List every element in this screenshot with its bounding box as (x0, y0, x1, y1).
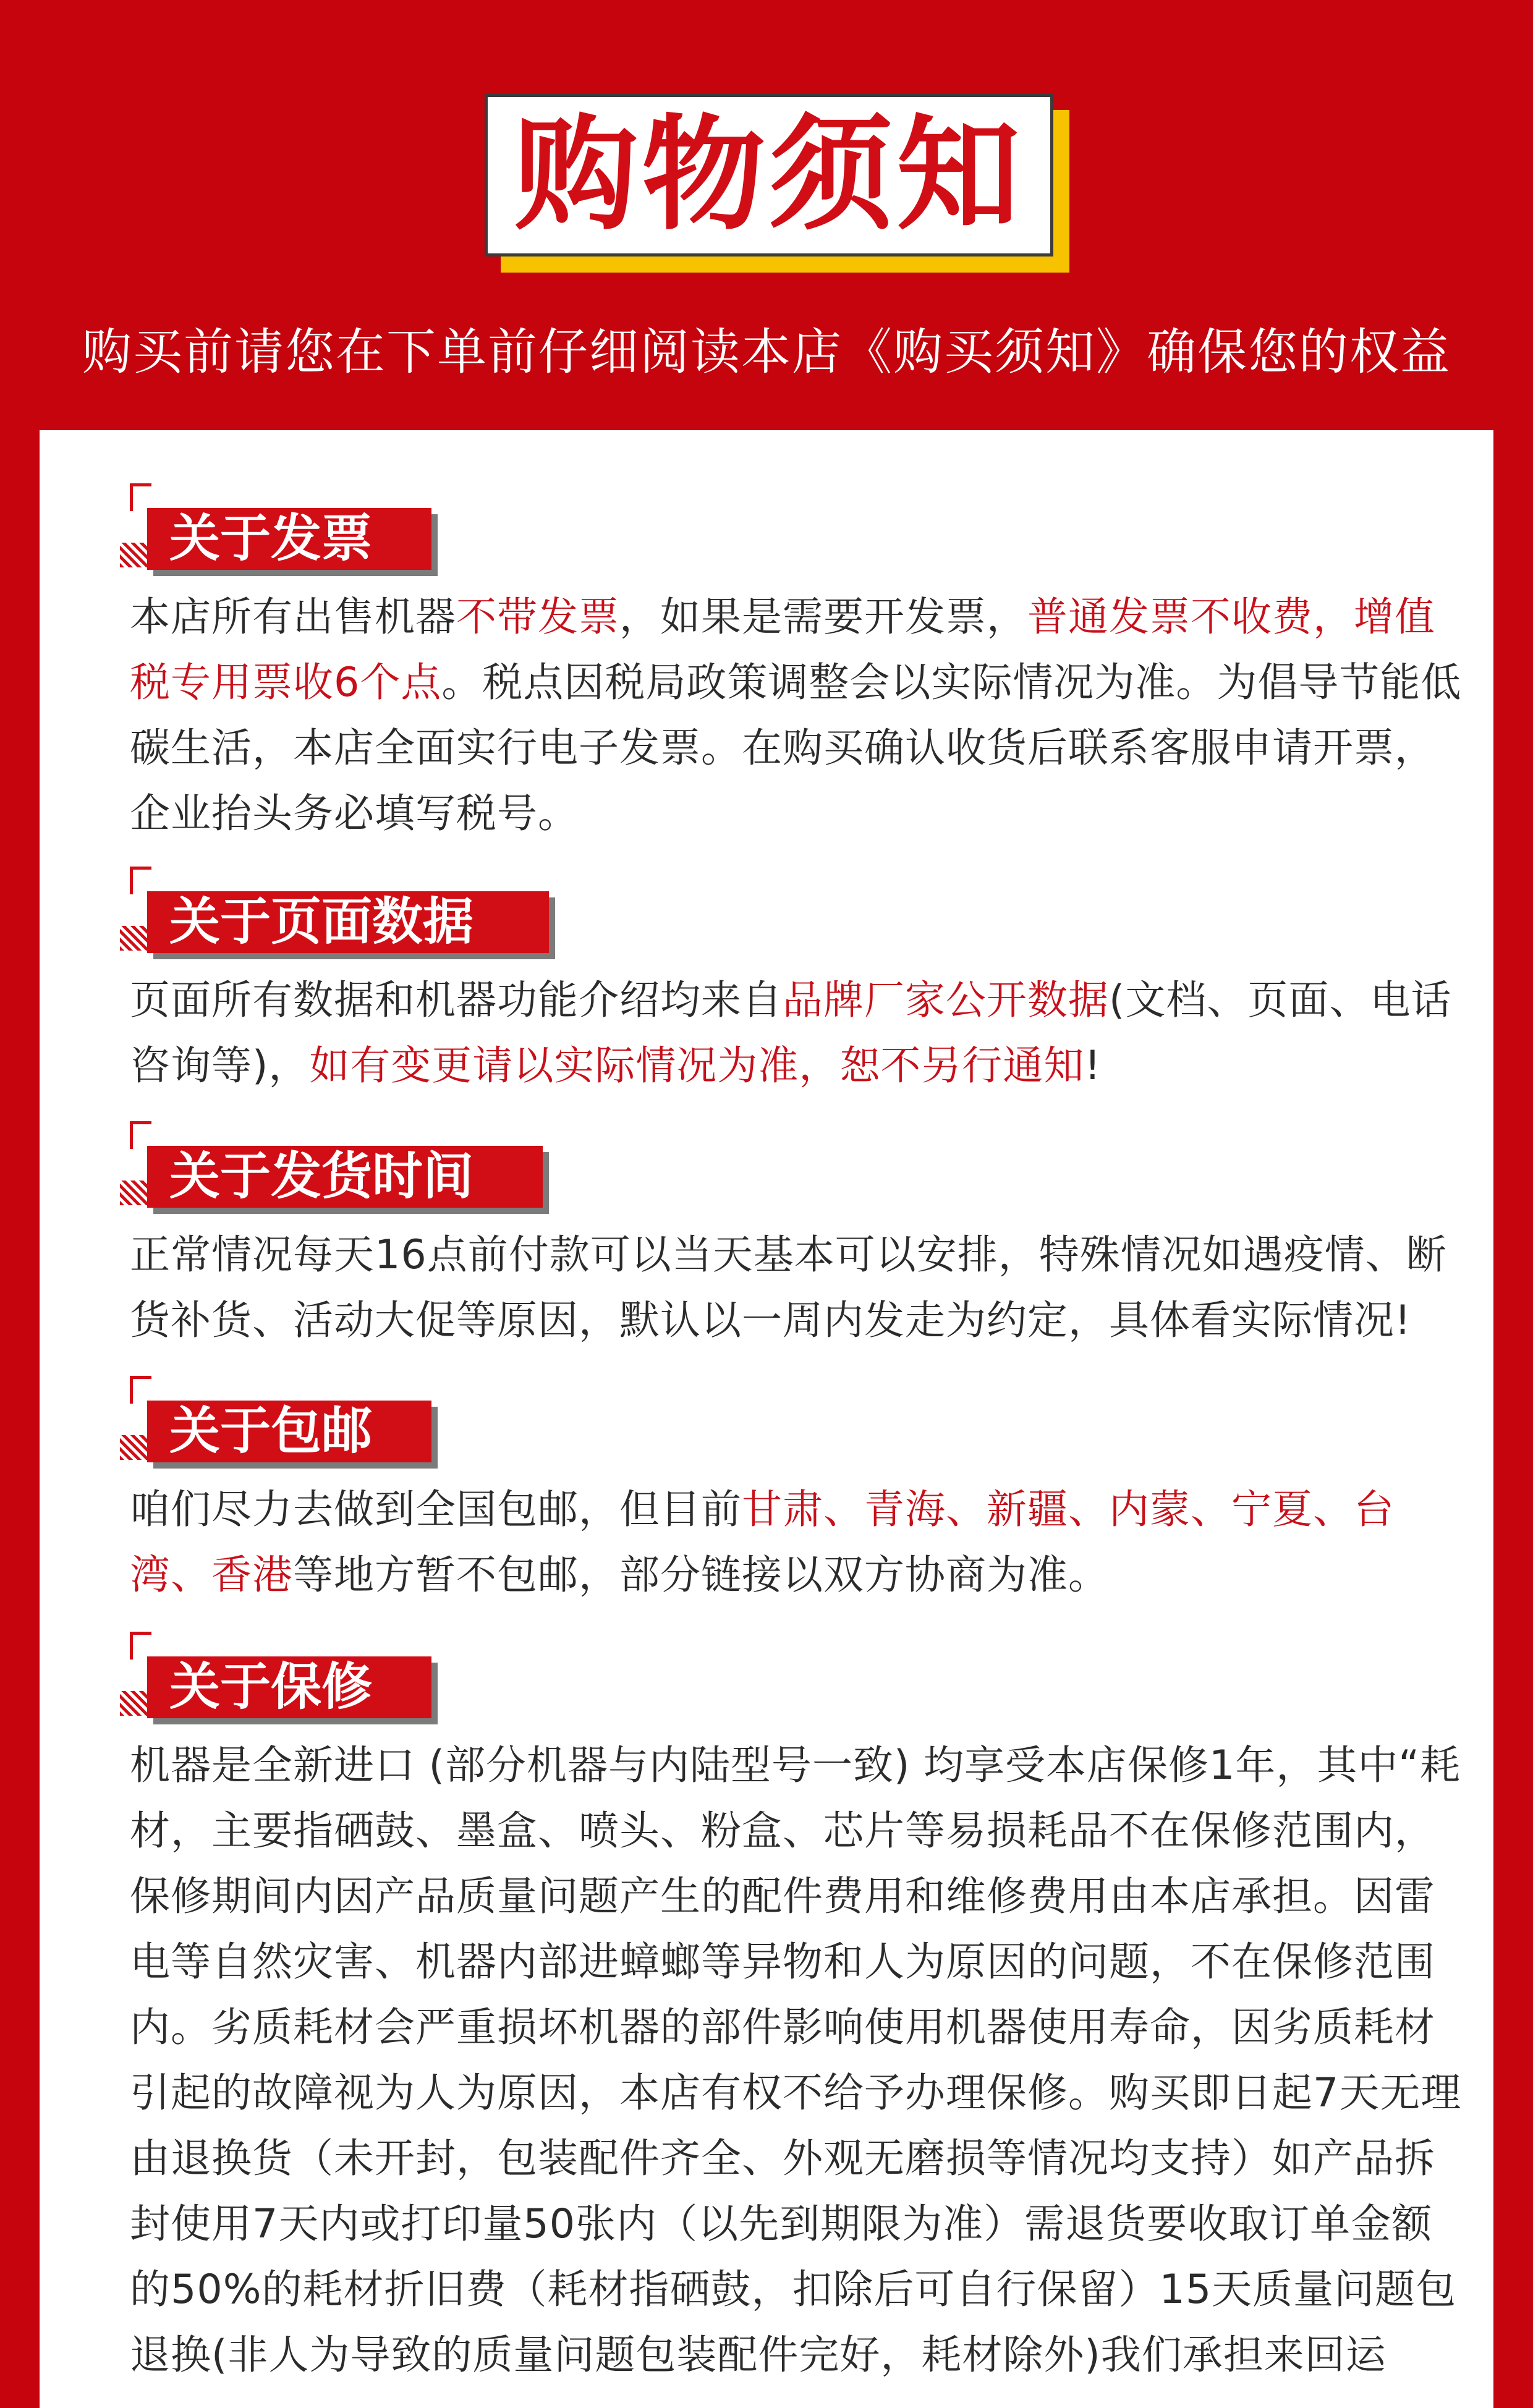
section-free-shipping (130, 1376, 1471, 1608)
text-segment: ! (1084, 1043, 1102, 1089)
section-warranty (130, 1632, 1471, 2388)
section-header (130, 1376, 1471, 1469)
section-header (130, 867, 1471, 959)
page-title: 购物须知 (514, 103, 1024, 247)
highlight-segment: 品牌厂家公开数据 (783, 977, 1110, 1024)
text-segment: 。税点因税局政策调整会以实际情况为准。为倡导节能低碳生活，本店全面实行电子发票。在购买确认收货后联系客服申请开票，企业抬头务必填写税号。 (130, 659, 1462, 837)
bracket-decoration (130, 483, 151, 511)
section-body (130, 1477, 1471, 1608)
section-heading: 关于发票 (147, 508, 431, 570)
title-box (485, 94, 1053, 256)
content-card (40, 430, 1493, 2408)
section-body (130, 968, 1471, 1099)
section-body (130, 585, 1471, 847)
section-heading: 关于发货时间 (147, 1146, 543, 1208)
text-segment: 机器是全新进口 (部分机器与内陆型号一致) 均享受本店保修1年，其中“耗材，主要指硒鼓、墨盒、喷头、粉盒、芯片等易损耗品不在保修范围内，保修期间内因产品质量问题产生的配件费用和维修费用由本店承担。因雷电等自然灾害、机器内部进蟑螂等异物和人为原因的问题，不在保修范围内。劣质耗材会严重损坏机器的部件影响使用机器使用寿命，因劣质耗材引起的故障视为人为原因，本店有权不给予办理保修。购买即日起7天无理由退换货（未开封，包装配件齐全、外观无磨损等情况均支持）如产品拆封使用7天内或打印量50张内（以先到期限为准）需退货要收取订单金额的50%的耗材折旧费（耗材指硒鼓，扣除后可自行保留）15天质量问题包退换(非人为导致的质量问题包装配件完好，耗材除外)我们承担来回运 (130, 1742, 1462, 2378)
text-segment: (文档、页面、电话咨询等)， (130, 977, 1452, 1089)
highlight-segment: 甘肃、青海、新疆、内蒙、宁夏、台湾、香港 (130, 1486, 1395, 1598)
section-heading: 关于保修 (147, 1656, 431, 1718)
text-segment: 页面所有数据和机器功能介绍均来自 (130, 977, 783, 1024)
section-invoice (130, 483, 1471, 847)
bracket-decoration (130, 1121, 151, 1149)
section-heading: 关于包邮 (147, 1401, 431, 1462)
text-segment: 本店所有出售机器 (130, 594, 457, 640)
section-heading: 关于页面数据 (147, 891, 549, 953)
section-body (130, 1223, 1471, 1354)
text-segment: 等地方暂不包邮，部分链接以双方协商为准。 (293, 1552, 1110, 1598)
page-subtitle: 购买前请您在下单前仔细阅读本店《购买须知》确保您的权益 (82, 323, 1451, 381)
section-shipping-time (130, 1121, 1471, 1354)
section-body (130, 1733, 1471, 2388)
highlight-segment: 如有变更请以实际情况为准，恕不另行通知 (309, 1043, 1085, 1089)
text-segment: ，如果是需要开发票， (619, 594, 1028, 640)
bracket-decoration (130, 1376, 151, 1404)
text-segment: 正常情况每天16点前付款可以当天基本可以安排，特殊情况如遇疫情、断货补货、活动大促等原因，默认以一周内发走为约定，具体看实际情况! (130, 1232, 1447, 1344)
section-header (130, 483, 1471, 576)
section-header (130, 1632, 1471, 1724)
section-page-data (130, 867, 1471, 1099)
section-header (130, 1121, 1471, 1214)
text-segment: 咱们尽力去做到全国包邮，但目前 (130, 1486, 742, 1533)
bracket-decoration (130, 1632, 151, 1660)
highlight-segment: 普通发票不收费，增值税专用票收6个点 (130, 594, 1436, 706)
bracket-decoration (130, 867, 151, 894)
highlight-segment: 不带发票 (456, 594, 620, 640)
title-banner (485, 94, 1053, 264)
